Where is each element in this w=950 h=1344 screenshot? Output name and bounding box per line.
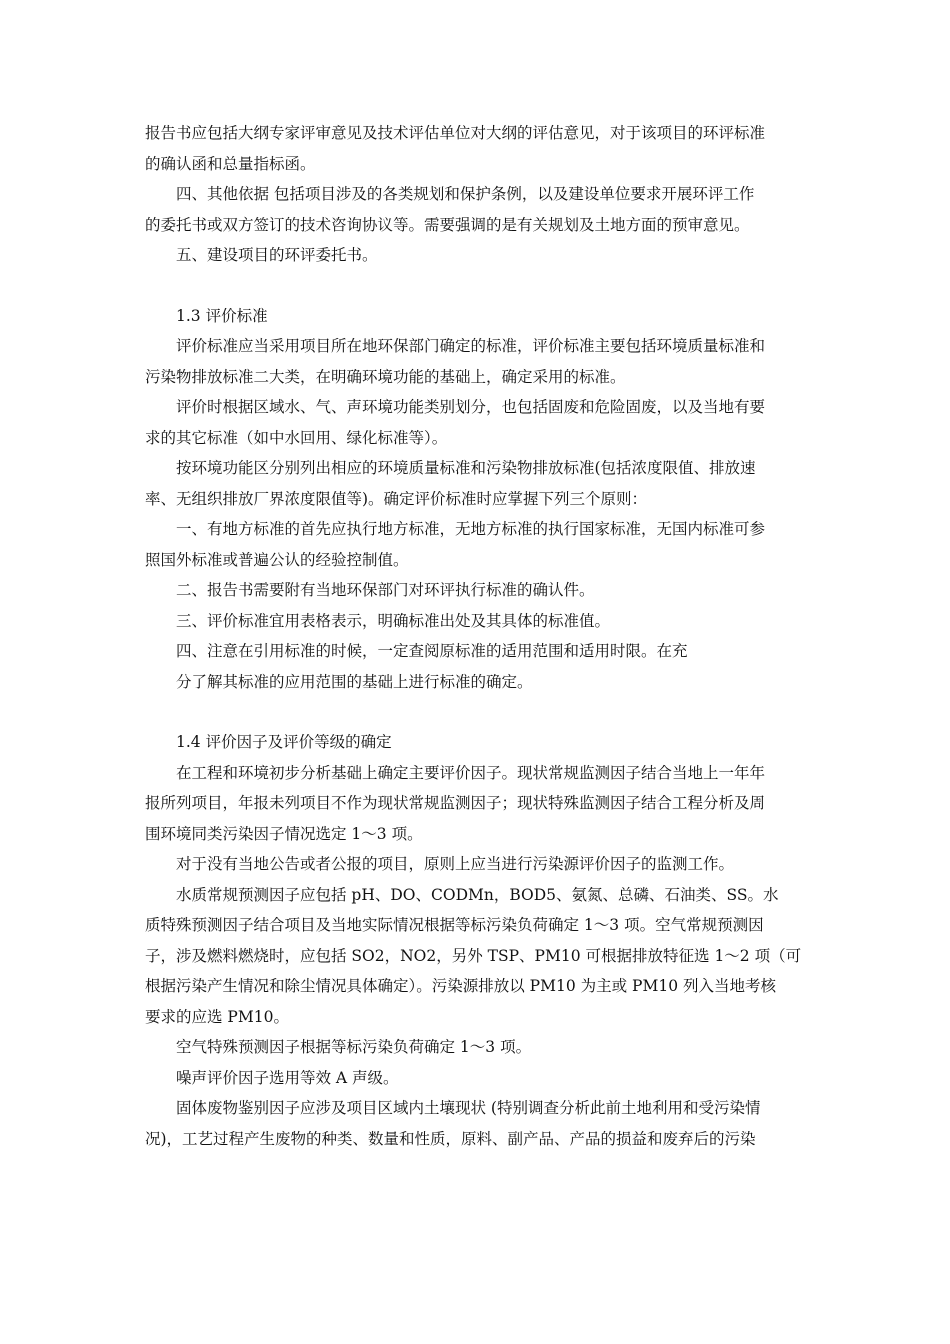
text-line: 评价标准应当采用项目所在地环保部门确定的标准，评价标准主要包括环境质量标准和 [176,337,766,355]
section-1-4-paragraph-3 [145,880,810,1033]
text-line: 的委托书或双方签订的技术咨询协议等。需要强调的是有关规划及土地方面的预审意见。 [145,215,750,234]
text-line: 报所列项目，年报未列项目不作为现状常规监测因子；现状特殊监测因子结合工程分析及周 [145,794,766,812]
text-line: 求的其它标准（如中水回用、绿化标准等）。 [145,428,448,447]
text-line: 分了解其标准的应用范围的基础上进行标准的确定。 [176,672,533,691]
text-line: 况)，工艺过程产生废物的种类、数量和性质，原料、副产品、产品的损益和废弃后的污染 [145,1129,756,1148]
text-line: 的确认函和总量指标函。 [145,154,316,173]
section-1-3-paragraph-3 [145,453,810,514]
text-line: 围环境同类污染因子情况选定 1～3 项。 [145,824,423,843]
section-1-3-paragraph-1 [145,331,810,392]
section-1-4-paragraph-2: 对于没有当地公告或者公报的项目，原则上应当进行污染源评价因子的监测工作。 [176,855,735,873]
text-line: 在工程和环境初步分析基础上确定主要评价因子。现状常规监测因子结合当地上一年年 [176,763,766,782]
principle-1-paragraph [145,514,810,575]
text-line: 报告书应包括大纲专家评审意见及技术评估单位对大纲的评估意见，对于该项目的环评标准 [145,124,766,142]
text-line: 四、注意在引用标准的时候，一定查阅原标准的适用范围和适用时限。在充 [176,642,688,660]
text-line: 四、其他依据 包括项目涉及的各类规划和保护条例，以及建设单位要求开展环评工作 [176,185,755,203]
section-1-4-paragraph-1 [145,758,810,850]
document-page [145,118,810,1154]
section-1-4-paragraph-5: 噪声评价因子选用等效 A 声级。 [176,1068,399,1087]
text-line: 水质常规预测因子应包括 pH、DO、CODMn，BOD5、氨氮、总磷、石油类、SS。水 [176,885,779,904]
intro-paragraph [145,118,810,179]
item-5-paragraph: 五、建设项目的环评委托书。 [176,246,378,264]
text-line: 子，涉及燃料燃烧时，应包括 SO2，NO2，另外 TSP、PM10 可根据排放特征选 1～2 项（可 [145,946,802,965]
section-1-3-paragraph-2 [145,392,810,453]
text-line: 评价时根据区域水、气、声环境功能类别划分，也包括固废和危险固废，以及当地有要 [176,398,766,416]
section-1-3-heading: 1.3 评价标准 [176,306,268,325]
item-4-paragraph [145,179,810,240]
text-line: 固体废物鉴别因子应涉及项目区域内土壤现状 (特别调查分析此前土地利用和受污染情 [176,1099,761,1117]
section-1-4-paragraph-4: 空气特殊预测因子根据等标污染负荷确定 1～3 项。 [176,1038,532,1056]
text-line: 照国外标准或普遍公认的经验控制值。 [145,550,409,569]
principle-4-paragraph [145,636,810,697]
text-line: 根据污染产生情况和除尘情况具体确定）。污染源排放以 PM10 为主或 PM10 列入当地考核 [145,977,777,995]
text-line: 质特殊预测因子结合项目及当地实际情况根据等标污染负荷确定 1～3 项。空气常规预测因 [145,916,764,934]
text-line: 按环境功能区分别列出相应的环境质量标准和污染物排放标准(包括浓度限值、排放速 [176,459,756,477]
text-line: 污染物排放标准二大类，在明确环境功能的基础上，确定采用的标准。 [145,367,626,386]
section-1-4-heading: 1.4 评价因子及评价等级的确定 [176,733,392,751]
section-1-4-paragraph-6 [145,1093,810,1154]
principle-3-paragraph: 三、评价标准宜用表格表示，明确标准出处及其具体的标准值。 [176,611,611,630]
text-line: 率、无组织排放厂界浓度限值等)。确定评价标准时应掌握下列三个原则： [145,489,648,508]
text-line: 要求的应选 PM10。 [145,1007,289,1026]
principle-2-paragraph: 二、报告书需要附有当地环保部门对环评执行标准的确认件。 [176,581,595,599]
text-line: 一、有地方标准的首先应执行地方标准，无地方标准的执行国家标准，无国内标准可参 [176,520,766,538]
